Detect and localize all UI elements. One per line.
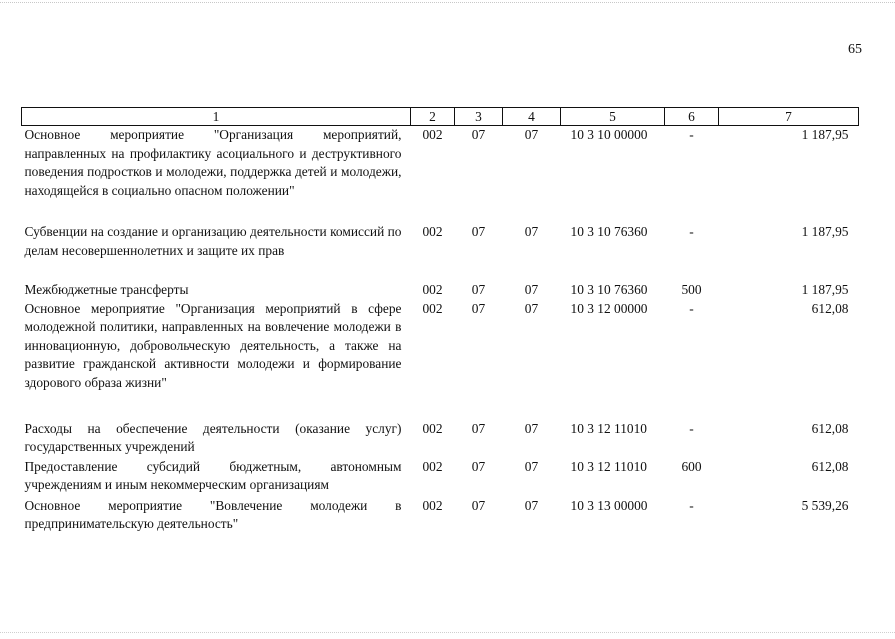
row-code-3: 07: [471, 497, 486, 513]
row-code-2: 002: [422, 497, 443, 513]
header-col-5: 5: [561, 108, 665, 126]
row-amount: 5 539,26: [801, 497, 849, 513]
row-name: Расходы на обеспечение деятельности (оказание услуг) государственных учреждений: [24, 420, 402, 454]
scan-edge-top: [0, 2, 895, 3]
row-code-4: 07: [524, 224, 539, 239]
row-code-4: 07: [524, 458, 539, 474]
row-code-3: 07: [471, 127, 486, 142]
row-code-2: 002: [422, 127, 443, 142]
row-code-6: -: [689, 224, 694, 239]
row-name: Основное мероприятие "Организация мероприятий, направленных на профилактику асоциального и деструктивного поведения подростков и молодежи, поддержка детей и молодежи, находящейся в социально опасном положении": [24, 127, 402, 198]
budget-table: [21, 107, 859, 535]
row-code-5: 10 3 12 11010: [570, 458, 647, 474]
row-amount: 1 187,95: [801, 224, 849, 239]
table-row: [22, 126, 859, 218]
table-row: [22, 217, 859, 281]
row-code-6: 600: [681, 458, 702, 474]
row-code-3: 07: [471, 458, 486, 474]
row-code-2: 002: [422, 224, 443, 239]
row-name: Основное мероприятие "Организация мероприятий в сфере молодежной политики, направленных на вовлечение молодежи в инновационную, добровольческую деятельность, а также на развитие гражданской активности молодежи и формирование здорового образа жизни": [24, 300, 402, 390]
row-amount: 612,08: [811, 420, 849, 436]
row-code-4: 07: [524, 127, 539, 142]
row-code-6: -: [689, 127, 694, 142]
row-code-5: 10 3 12 11010: [570, 420, 647, 436]
header-col-3: 3: [455, 108, 503, 126]
table-row: [22, 420, 859, 458]
scan-edge-bottom: [0, 632, 895, 633]
table-row: [22, 300, 859, 420]
row-code-5: 10 3 10 00000: [570, 127, 648, 142]
header-col-7: 7: [719, 108, 859, 126]
row-code-4: 07: [524, 300, 539, 316]
row-name: Предоставление субсидий бюджетным, автономным учреждениям и иным некоммерческим организациям: [24, 458, 402, 492]
row-code-3: 07: [471, 300, 486, 316]
row-code-6: -: [689, 497, 694, 513]
row-name: Межбюджетные трансферты: [24, 282, 189, 297]
row-code-5: 10 3 12 00000: [570, 300, 648, 316]
row-code-2: 002: [422, 300, 443, 316]
row-code-6: -: [689, 300, 694, 316]
row-code-5: 10 3 10 76360: [570, 224, 648, 239]
row-amount: 612,08: [811, 300, 849, 316]
row-code-2: 002: [422, 282, 443, 297]
row-code-4: 07: [524, 282, 539, 297]
header-col-2: 2: [411, 108, 455, 126]
row-code-3: 07: [471, 282, 486, 297]
row-code-3: 07: [471, 420, 486, 436]
row-code-4: 07: [524, 420, 539, 436]
table-header-row: [22, 108, 859, 126]
row-name: Субвенции на создание и организацию деятельности комиссий по делам несовершеннолетних и защите их прав: [24, 224, 402, 258]
row-code-2: 002: [422, 420, 443, 436]
row-code-4: 07: [524, 497, 539, 513]
row-code-5: 10 3 13 00000: [570, 497, 648, 513]
row-amount: 1 187,95: [801, 282, 849, 297]
header-col-6: 6: [665, 108, 719, 126]
row-name: Основное мероприятие "Вовлечение молодежи в предпринимательскую деятельность": [24, 497, 402, 531]
row-code-5: 10 3 10 76360: [570, 282, 648, 297]
row-amount: 1 187,95: [801, 127, 849, 142]
row-code-2: 002: [422, 458, 443, 474]
header-col-4: 4: [503, 108, 561, 126]
table-row: [22, 281, 859, 300]
row-code-6: -: [689, 420, 694, 436]
row-code-6: 500: [681, 282, 702, 297]
row-amount: 612,08: [811, 458, 849, 474]
table-row: [22, 497, 859, 535]
header-col-1: 1: [22, 108, 411, 126]
table-row: [22, 458, 859, 497]
row-code-3: 07: [471, 224, 486, 239]
page-number: 65: [848, 42, 862, 57]
